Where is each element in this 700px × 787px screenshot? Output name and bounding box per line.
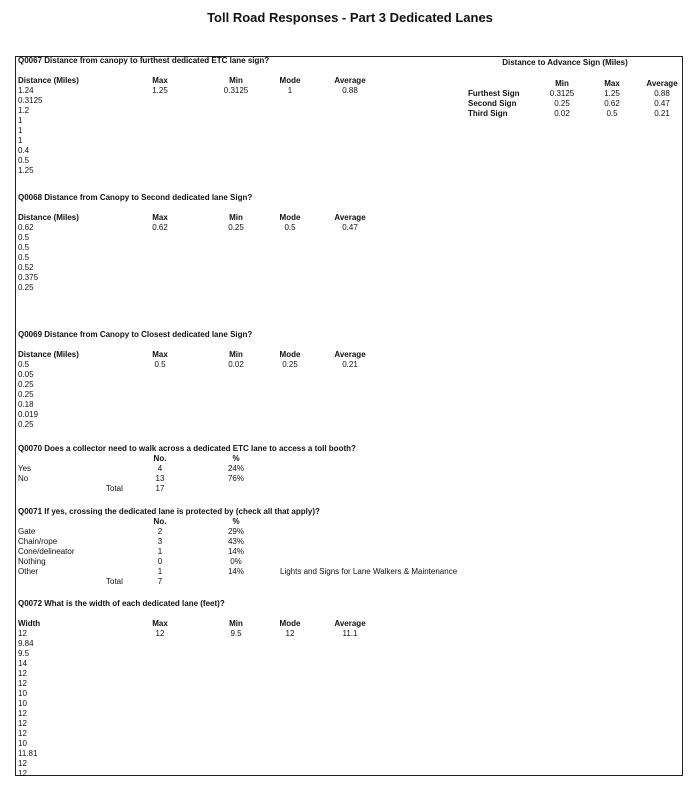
q68-value: 0.375 — [18, 273, 39, 282]
q67-value: 1 — [18, 136, 23, 145]
q72-value: 12 — [18, 669, 27, 678]
q69-stat-mode: 0.25 — [282, 360, 298, 369]
q70-total-label: Total — [106, 484, 123, 493]
advance-row-max: 0.5 — [606, 109, 618, 118]
advance-row-label: Second Sign — [468, 99, 517, 108]
q72-value: 10 — [18, 739, 27, 748]
q67-value: 1 — [18, 126, 23, 135]
q71-row-no: 1 — [157, 567, 163, 576]
q71-total-label: Total — [106, 577, 123, 586]
q72-value: 11.81 — [18, 749, 38, 758]
advance-row-avg: 0.88 — [654, 89, 670, 98]
q71-row-label: Gate — [18, 527, 36, 536]
q71-row-pct: 29% — [227, 527, 244, 536]
q68-stat-avg: 0.47 — [342, 223, 358, 232]
q70-row-pct: 24% — [227, 464, 244, 473]
q69-header-min: Min — [229, 350, 243, 359]
q68-value: 0.5 — [18, 243, 30, 252]
advance-header-max: Max — [604, 79, 620, 88]
q72-value: 14 — [18, 659, 27, 668]
q69-value: 0.25 — [18, 420, 34, 429]
q72-value: 9.84 — [18, 639, 34, 648]
q71-row-label: Other — [18, 567, 39, 576]
q70-row-no: 4 — [157, 464, 163, 473]
advance-row-min: 0.3125 — [549, 89, 575, 98]
q69-value: 0.25 — [18, 380, 34, 389]
q69-value: 0.5 — [18, 360, 30, 369]
q67-value: 1.25 — [18, 166, 34, 175]
q68-value: 0.25 — [18, 283, 34, 292]
q71-row-label: Nothing — [18, 557, 46, 566]
advance-title: Distance to Advance Sign (Miles) — [502, 58, 628, 67]
q67-stat-avg: 0.88 — [342, 86, 358, 95]
q67-value: 0.4 — [18, 146, 30, 155]
q70-question: Q0070 Does a collector need to walk across a dedicated ETC lane to access a toll booth? — [18, 444, 356, 453]
q68-header-min: Min — [229, 213, 243, 222]
q69-header-label: Distance (Miles) — [18, 350, 79, 359]
q72-header-max: Max — [152, 619, 168, 628]
q68-question: Q0068 Distance from Canopy to Second dedicated lane Sign? — [18, 193, 253, 202]
q72-header-min: Min — [229, 619, 243, 628]
q72-value: 12 — [18, 759, 27, 768]
advance-header-min: Min — [555, 79, 569, 88]
advance-row-max: 1.25 — [604, 89, 620, 98]
q70-total: 17 — [155, 484, 165, 493]
q69-stat-min: 0.02 — [228, 360, 244, 369]
q72-question: Q0072 What is the width of each dedicated lane (feet)? — [18, 599, 225, 608]
advance-row-label: Furthest Sign — [468, 89, 520, 98]
q70-row-label: No — [18, 474, 29, 483]
q69-header-avg: Average — [334, 350, 366, 359]
q68-value: 0.5 — [18, 253, 30, 262]
q69-header-max: Max — [152, 350, 168, 359]
q68-header-max: Max — [152, 213, 168, 222]
q68-stat-max: 0.62 — [152, 223, 168, 232]
q71-question: Q0071 If yes, crossing the dedicated lane is protected by (check all that apply)? — [18, 507, 320, 516]
q67-value: 1.24 — [18, 86, 34, 95]
q68-value: 0.5 — [18, 233, 30, 242]
q72-value: 12 — [18, 719, 27, 728]
q72-value: 12 — [18, 709, 27, 718]
q72-value: 12 — [18, 629, 27, 638]
q71-row-pct: 0% — [230, 557, 242, 566]
advance-row-label: Third Sign — [468, 109, 508, 118]
q71-row-no: 2 — [157, 527, 163, 536]
q67-header-min: Min — [229, 76, 243, 85]
q71-row-pct: 14% — [227, 547, 244, 556]
advance-row-max: 0.62 — [604, 99, 620, 108]
q72-value: 9.5 — [18, 649, 30, 658]
page-title: Toll Road Responses - Part 3 Dedicated Lanes — [207, 10, 493, 25]
advance-header-avg: Average — [646, 79, 678, 88]
q72-stat-mode: 12 — [285, 629, 295, 638]
q69-value: 0.05 — [18, 370, 34, 379]
report-frame — [15, 56, 683, 776]
q72-value: 10 — [18, 699, 27, 708]
q68-value: 0.62 — [18, 223, 34, 232]
q69-stat-max: 0.5 — [154, 360, 166, 369]
q72-value: 12 — [18, 769, 27, 778]
advance-row-min: 0.02 — [554, 109, 570, 118]
q72-value: 10 — [18, 689, 27, 698]
q70-row-label: Yes — [18, 464, 32, 473]
q72-stat-avg: 11.1 — [342, 629, 358, 638]
q67-stat-min: 0.3125 — [223, 86, 249, 95]
q68-stat-mode: 0.5 — [284, 223, 296, 232]
advance-row-avg: 0.47 — [654, 99, 670, 108]
q67-value: 0.3125 — [18, 96, 43, 105]
q71-row-pct: 14% — [227, 567, 244, 576]
advance-row-avg: 0.21 — [654, 109, 670, 118]
q72-value: 12 — [18, 729, 27, 738]
q69-value: 0.18 — [18, 400, 34, 409]
q67-value: 1.2 — [18, 106, 30, 115]
advance-row-min: 0.25 — [554, 99, 570, 108]
q71-row-label: Chain/rope — [18, 537, 58, 546]
q68-stat-min: 0.25 — [228, 223, 244, 232]
q67-value: 0.5 — [18, 156, 30, 165]
q69-value: 0.25 — [18, 390, 34, 399]
q71-row-label: Cone/delineator — [18, 547, 75, 556]
q67-stat-mode: 1 — [287, 86, 293, 95]
q71-header-no: No. — [153, 517, 167, 526]
q69-header-mode: Mode — [279, 350, 301, 359]
q69-question: Q0069 Distance from Canopy to Closest dedicated lane Sign? — [18, 330, 253, 339]
q72-header-avg: Average — [334, 619, 366, 628]
q71-row-pct: 43% — [227, 537, 244, 546]
q68-value: 0.52 — [18, 263, 34, 272]
q72-stat-max: 12 — [155, 629, 165, 638]
q72-header-mode: Mode — [279, 619, 301, 628]
q71-row-no: 3 — [157, 537, 163, 546]
q67-header-label: Distance (Miles) — [18, 76, 79, 85]
q68-header-label: Distance (Miles) — [18, 213, 79, 222]
q71-row-no: 0 — [157, 557, 163, 566]
q72-header-label: Width — [18, 619, 41, 628]
q70-row-no: 13 — [155, 474, 165, 483]
q67-header-max: Max — [152, 76, 168, 85]
q67-header-mode: Mode — [279, 76, 301, 85]
q70-header-pct: % — [232, 454, 240, 463]
q72-stat-min: 9.5 — [230, 629, 242, 638]
q67-stat-max: 1.25 — [152, 86, 168, 95]
q69-value: 0.019 — [18, 410, 39, 419]
q68-header-avg: Average — [334, 213, 366, 222]
q70-row-pct: 76% — [227, 474, 244, 483]
q71-row-no: 1 — [157, 547, 163, 556]
q72-value: 12 — [18, 679, 27, 688]
q69-stat-avg: 0.21 — [342, 360, 358, 369]
q71-header-pct: % — [232, 517, 240, 526]
q70-header-no: No. — [153, 454, 167, 463]
q67-header-avg: Average — [334, 76, 366, 85]
q68-header-mode: Mode — [279, 213, 301, 222]
q71-total: 7 — [157, 577, 163, 586]
q71-other-note: Lights and Signs for Lane Walkers & Maintenance — [280, 567, 458, 576]
q67-question: Q0067 Distance from canopy to furthest dedicated ETC lane sign? — [18, 56, 270, 65]
q67-value: 1 — [18, 116, 23, 125]
